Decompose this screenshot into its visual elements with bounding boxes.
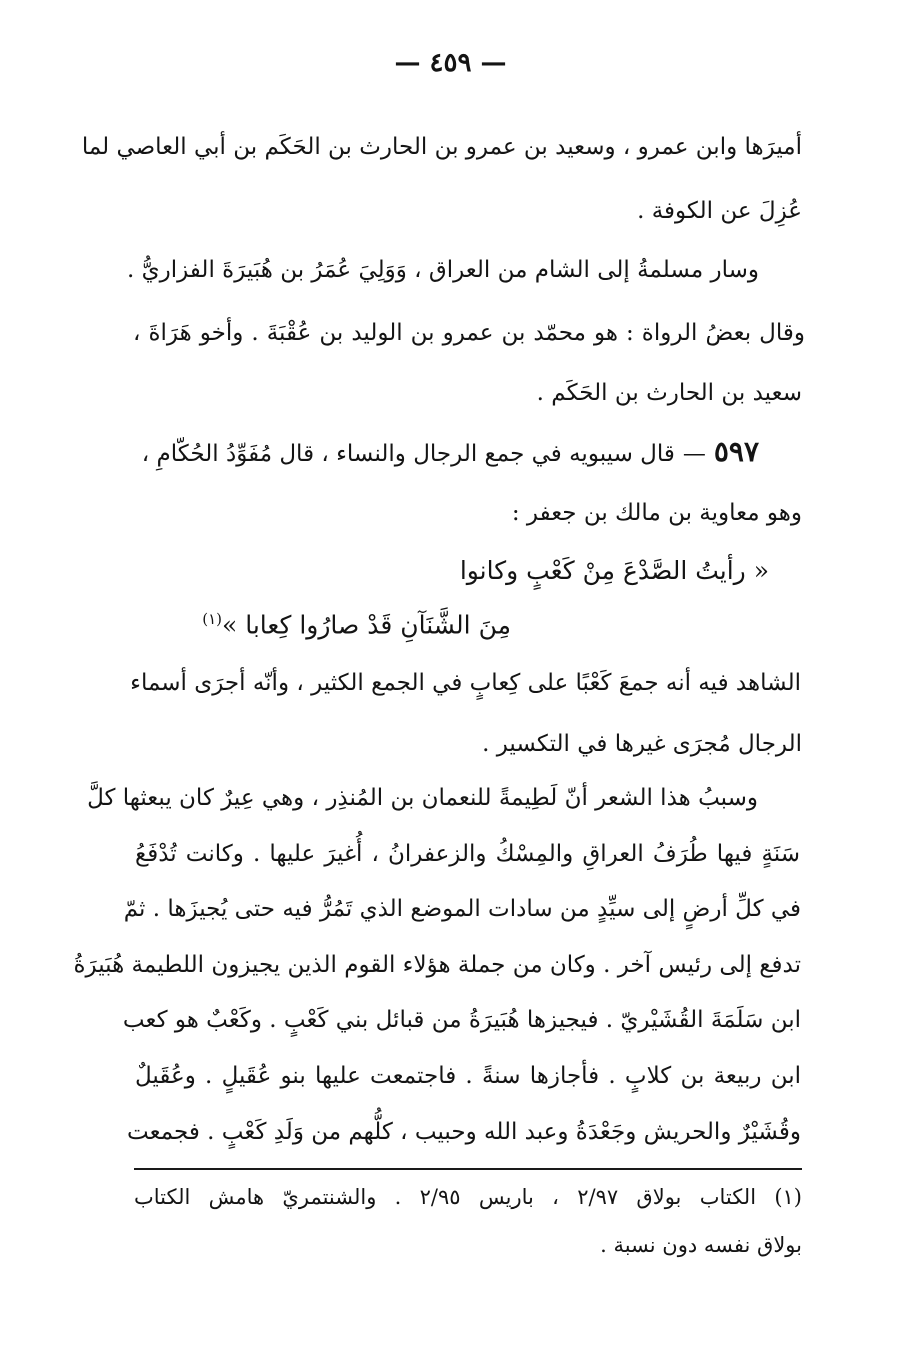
body-line-4: وقال بعضُ الرواة : هو محمّد بن عمرو بن الوليد بن عُقْبَةَ . وأخو هَرَاةَ ، (133, 320, 805, 346)
body-line-16: ابن سَلَمَةَ القُشَيْريّ . فيجيزها هُبَيرَةُ من قبائل بني كَعْبٍ . وكَعْبٌ هو كعب (122, 1007, 801, 1033)
body-line-15: تدفع إلى رئيس آخر . وكان من جملة هؤلاء القوم الذين يجيزون اللطيمة هُبَيرَةُ (73, 952, 801, 978)
body-line-2: عُزِلَ عن الكوفة . (637, 198, 802, 224)
body-line-7: وهو معاوية بن مالك بن جعفر : (511, 500, 802, 526)
footnote-line-1: (١) الكتاب بولاق ٢/٩٧ ، باريس ٢/٩٥ . والشنتمريّ هامش الكتاب (134, 1185, 802, 1209)
body-line-11: الرجال مُجرَى غيرها في التكسير . (482, 731, 802, 757)
verse-line-1: « رأيتُ الصَّدْعَ مِنْ كَعْبٍ وكانوا (459, 556, 769, 585)
body-line-1: أميرَها وابن عمرو ، وسعيد بن عمرو بن الحارث بن الحَكَم بن أبي العاصي لما (81, 134, 802, 160)
entry-line (142, 437, 759, 469)
footnote-line-2: بولاق نفسه دون نسبة . (600, 1233, 802, 1257)
entry-number: ٥٩٧ (713, 435, 759, 468)
page-number: — ٤٥٩ — (394, 48, 507, 78)
entry-text: قال سيبويه في جمع الرجال والنساء ، قال مُفَوِّدُ الحُكّامِ ، (141, 441, 675, 467)
body-line-10: الشاهد فيه أنه جمعَ كَعْبًا على كِعابٍ في الجمع الكثير ، وأنّه أجرَى أسماء (130, 670, 801, 696)
body-line-14: في كلِّ أرضٍ إلى سيِّدٍ من سادات الموضع الذي تَمُرُّ فيه حتى يُجيزَها . ثمّ (123, 896, 801, 922)
body-line-3: وسار مسلمةُ إلى الشام من العراق ، وَوَلِيَ عُمَرُ بن هُبَيرَةَ الفزاريُّ . (126, 257, 759, 283)
entry-dash: — (682, 441, 706, 467)
footnote-divider (134, 1168, 802, 1170)
body-line-18: وقُشَيْرٌ والحريش وجَعْدَةُ وعبد الله وحبيب ، كلُّهم من وَلَدِ كَعْبٍ . فجمعت (127, 1119, 801, 1145)
body-line-17: ابن ربيعة بن كلابٍ . فأجازها سنةً . فاجتمعت عليها بنو عُقَيلٍ . وعُقَيلٌ (135, 1063, 801, 1089)
verse-footnote-ref: (١) (202, 610, 222, 628)
verse-line-2-text: مِنَ الشَّنَآنِ قَدْ صارُوا كِعابا » (221, 610, 511, 640)
verse-line-2 (202, 604, 511, 640)
body-line-12: وسببُ هذا الشعر أنّ لَطِيمةً للنعمان بن المُنذِر ، وهي عِيرٌ كان يبعثها كلَّ (87, 785, 758, 811)
body-line-13: سَنَةٍ فيها طُرَفُ العراقِ والمِسْكُ والزعفرانُ ، أُغيرَ عليها . وكانت تُدْفَعُ (135, 841, 800, 867)
body-line-5: سعيد بن الحارث بن الحَكَم . (536, 380, 802, 406)
